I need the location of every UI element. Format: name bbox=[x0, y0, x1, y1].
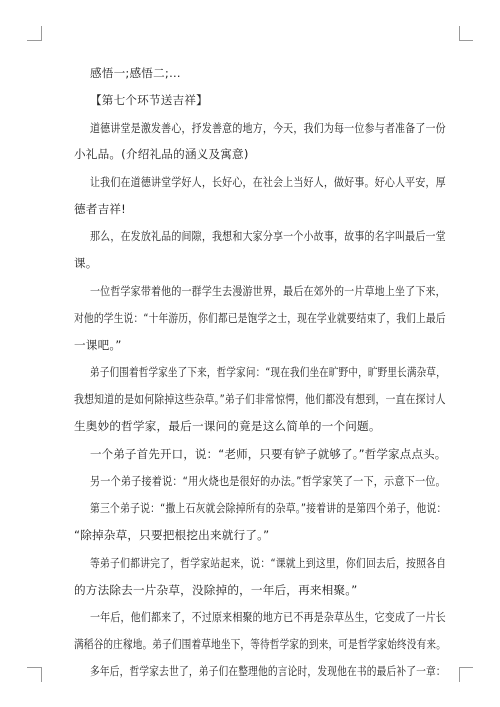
text-line: 德者吉祥! bbox=[74, 202, 127, 216]
text-line: 让我们在道德讲堂学好人，长好心，在社会上当好人，做好事。好心人平安，厚 bbox=[90, 175, 446, 189]
text-line: “除掉杂草，只要把根挖出来就行了。” bbox=[74, 528, 270, 542]
section-heading: 【第七个环节送吉祥】 bbox=[90, 93, 208, 107]
text-line: 小礼品。(介绍礼品的涵义及寓意) bbox=[74, 147, 249, 161]
text-line: 满稻谷的庄稼地。弟子们围着草地坐下，等待哲学家的到来，可是哲学家始终没有来。 bbox=[74, 637, 446, 651]
text-line: 一位哲学家带着他的一群学生去漫游世界，最后在郊外的一片草地上坐了下来， bbox=[90, 284, 446, 298]
text-line: 多年后，哲学家去世了，弟子们在整理他的言论时，发现他在书的最后补了一章： bbox=[90, 664, 446, 678]
text-line: 道德讲堂是激发善心，抒发善意的地方，今天，我们为每一位参与者准备了一份 bbox=[90, 121, 446, 135]
text-line: 课。 bbox=[74, 256, 98, 270]
text-line: 那么，在发放礼品的间隙，我想和大家分享一个小故事，故事的名字叫最后一堂 bbox=[90, 229, 446, 243]
text-line: 的方法除去一片杂草，没除掉的，一年后，再来相聚。” bbox=[74, 583, 358, 597]
text-line: 我想知道的是如何除掉这些杂草。”弟子们非常惊愕，他们都没有想到，一直在探讨人 bbox=[74, 392, 446, 406]
text-line: 弟子们围着哲学家坐了下来，哲学家问：“现在我们坐在旷野中，旷野里长满杂草， bbox=[90, 365, 446, 379]
text-line: 一年后，他们都来了，不过原来相聚的地方已不再是杂草丛生，它变成了一片长 bbox=[90, 610, 446, 624]
text-line: 感悟一;感悟二;… bbox=[90, 66, 181, 80]
text-line: 对他的学生说：“十年游历，你们都已是饱学之士，现在学业就要结束了，我们上最后 bbox=[74, 311, 446, 325]
text-line: 等弟子们都讲完了，哲学家站起来，说：“课就上到这里，你们回去后，按照各自 bbox=[90, 556, 447, 570]
text-line: 一课吧。” bbox=[74, 338, 122, 352]
text-line: 一个弟子首先开口，说：“老师，只要有铲子就够了。”哲学家点点头。 bbox=[90, 447, 447, 461]
text-line: 另一个弟子接着说：“用火烧也是很好的办法。”哲学家笑了一下，示意下一位。 bbox=[90, 474, 446, 488]
text-line: 第三个弟子说：“撒上石灰就会除掉所有的杂草。”接着讲的是第四个弟子，他说： bbox=[90, 501, 447, 515]
text-line: 生奥妙的哲学家，最后一课问的竟是这么简单的一个问题。 bbox=[74, 419, 381, 433]
